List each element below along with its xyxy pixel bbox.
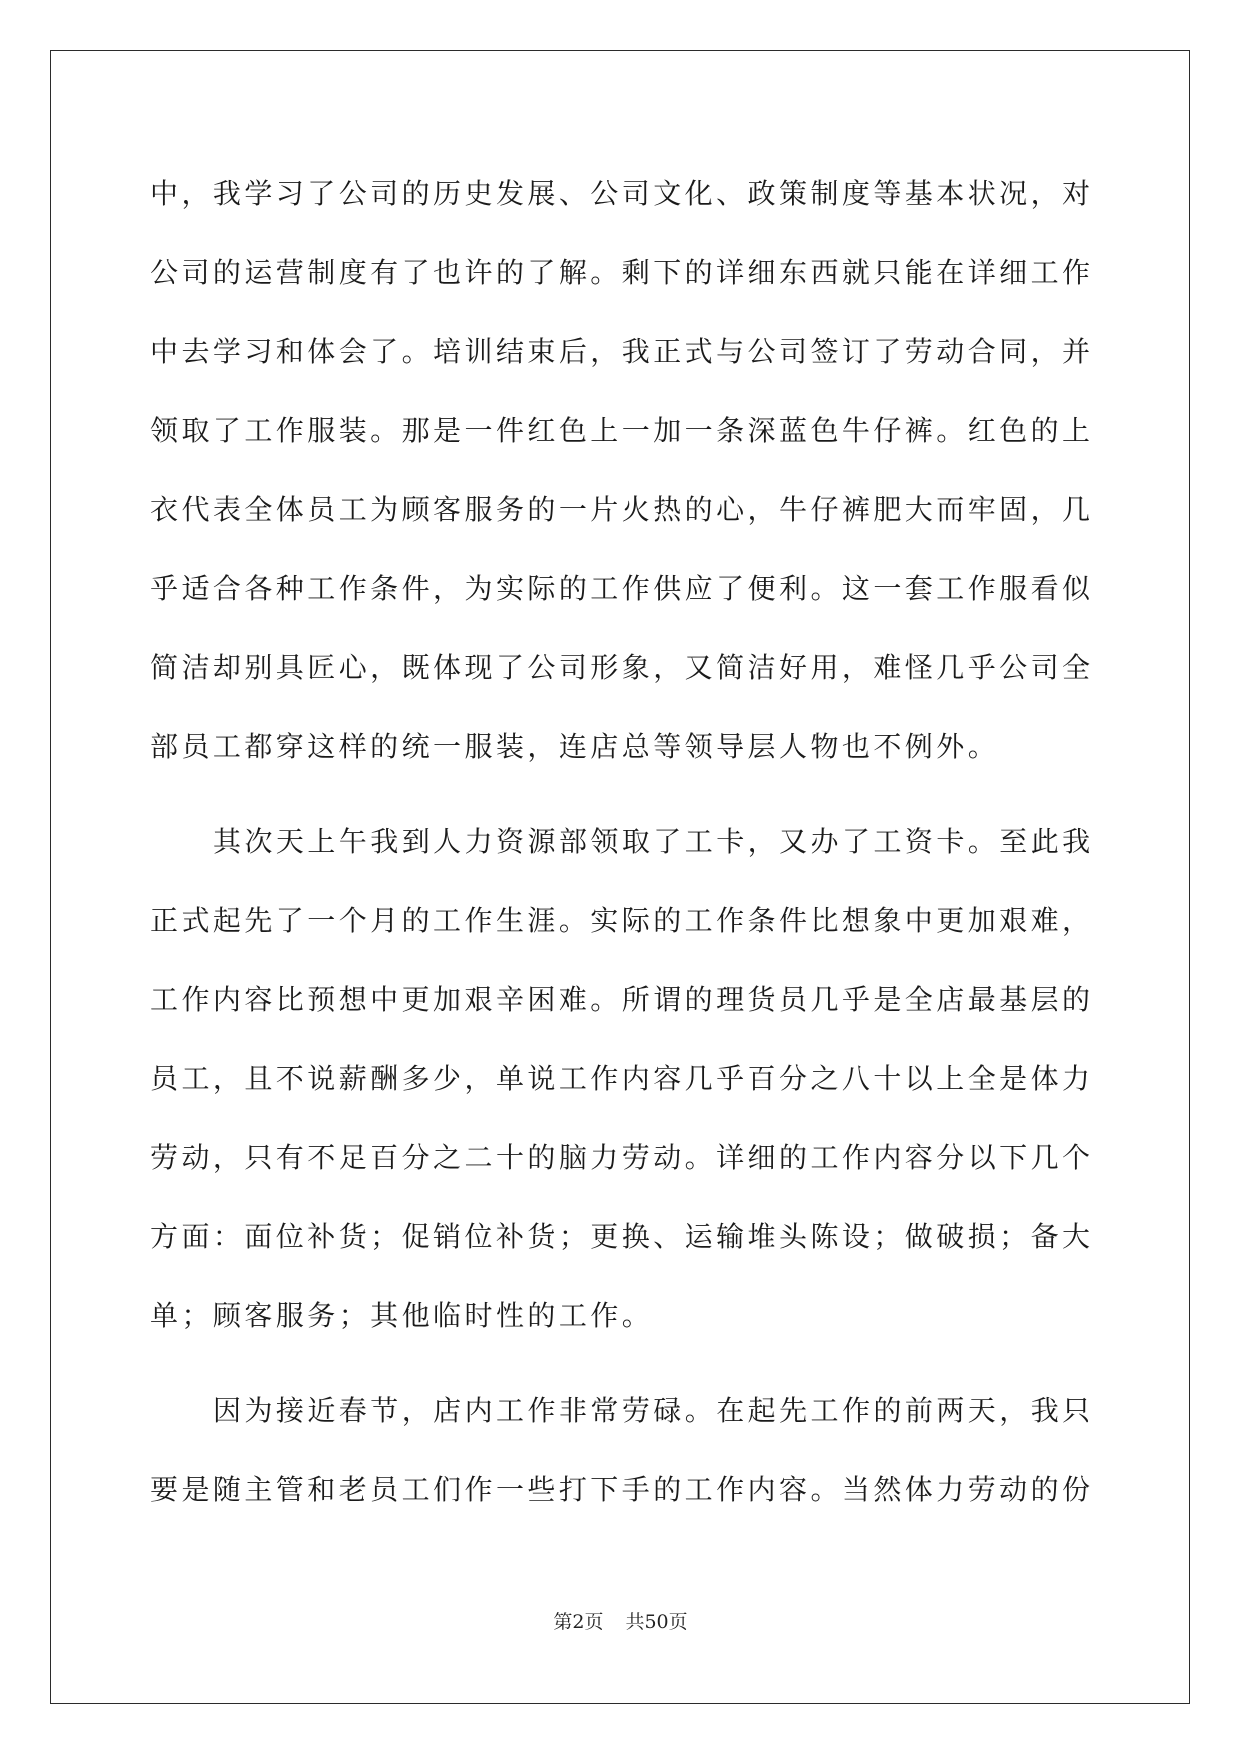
page-total: 共50页	[625, 1611, 688, 1633]
text-line: 中，我学习了公司的历史发展、公司文化、政策制度等基本状况，对	[150, 177, 1094, 210]
text-line: 领取了工作服装。那是一件红色上一加一条深蓝色牛仔裤。红色的上	[150, 414, 1094, 447]
text-line: 其次天上午我到人力资源部领取了工卡，又办了工资卡。至此我	[213, 825, 1094, 858]
text-line: 简洁却别具匠心，既体现了公司形象，又简洁好用，难怪几乎公司全	[150, 651, 1094, 684]
text-line: 公司的运营制度有了也许的了解。剩下的详细东西就只能在详细工作	[150, 256, 1094, 289]
text-line: 中去学习和体会了。培训结束后，我正式与公司签订了劳动合同，并	[150, 335, 1094, 368]
text-line: 因为接近春节，店内工作非常劳碌。在起先工作的前两天，我只	[213, 1394, 1094, 1427]
text-line: 衣代表全体员工为顾客服务的一片火热的心，牛仔裤肥大而牢固，几	[150, 493, 1094, 526]
page-footer	[0, 1607, 1241, 1634]
text-line: 乎适合各种工作条件，为实际的工作供应了便利。这一套工作服看似	[150, 572, 1094, 605]
text-line: 劳动，只有不足百分之二十的脑力劳动。详细的工作内容分以下几个	[150, 1141, 1094, 1174]
text-line: 单；顾客服务；其他临时性的工作。	[150, 1299, 654, 1332]
text-line: 正式起先了一个月的工作生涯。实际的工作条件比想象中更加艰难，	[150, 904, 1094, 937]
text-line: 要是随主管和老员工们作一些打下手的工作内容。当然体力劳动的份	[150, 1473, 1094, 1506]
text-line: 工作内容比预想中更加艰辛困难。所谓的理货员几乎是全店最基层的	[150, 983, 1094, 1016]
page-number: 第2页	[553, 1611, 604, 1633]
text-line: 方面：面位补货；促销位补货；更换、运输堆头陈设；做破损；备大	[150, 1220, 1094, 1253]
paragraph-gap	[150, 797, 1100, 813]
paragraph-gap	[150, 1366, 1100, 1382]
document-body	[150, 165, 1100, 1540]
text-line: 部员工都穿这样的统一服装，连店总等领导层人物也不例外。	[150, 730, 1000, 763]
text-line: 员工，且不说薪酬多少，单说工作内容几乎百分之八十以上全是体力	[150, 1062, 1094, 1095]
